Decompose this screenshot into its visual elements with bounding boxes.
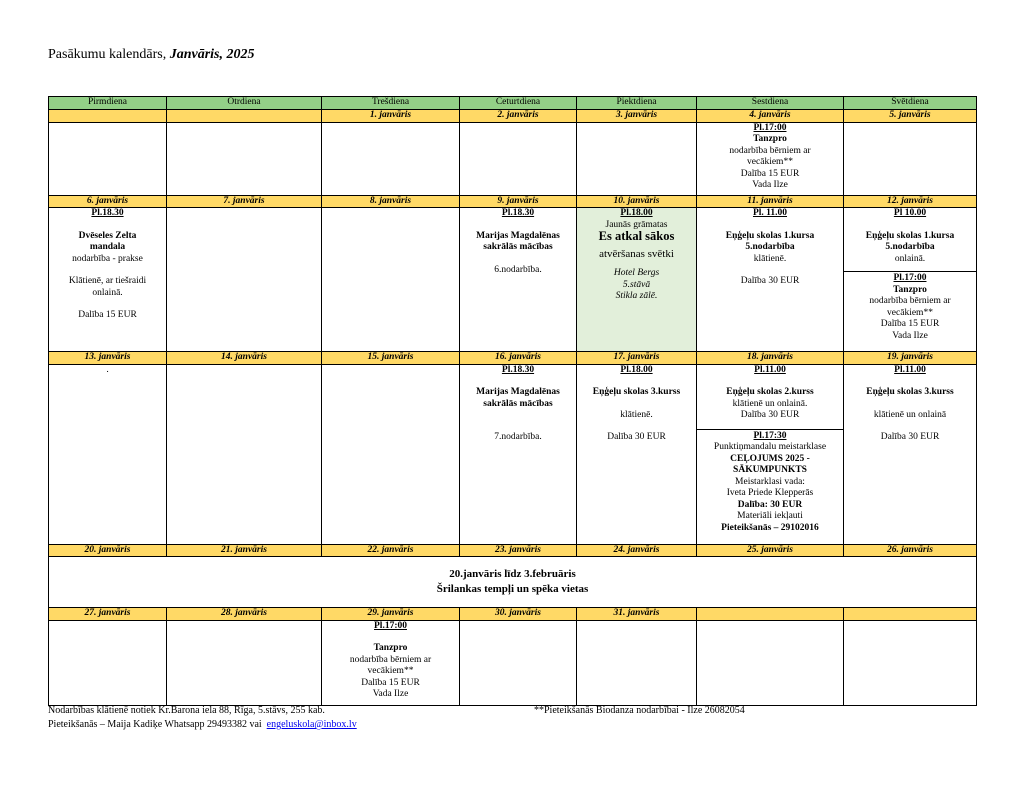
event-price: Dalība 15 EUR [740, 168, 800, 179]
day-cell-jan10 [577, 208, 697, 352]
date-cell [167, 110, 322, 123]
date-cell: 17. janvāris [577, 352, 697, 365]
footer-biodanza-note [534, 705, 745, 716]
day-cell [167, 208, 322, 352]
date-cell [49, 110, 167, 123]
date-cell: 11. janvāris [697, 195, 844, 208]
day-cell-jan29 [322, 620, 460, 705]
day-cell [322, 122, 460, 195]
date-cell: 27. janvāris [49, 608, 167, 621]
date-cell: 5. janvāris [844, 110, 977, 123]
event-price: Dalība 30 EUR [880, 432, 940, 442]
day-cell [167, 122, 322, 195]
event-name: CEĻOJUMS 2025 - SĀKUMPUNKTS [730, 453, 810, 475]
event-time: Pl.18.30 [91, 208, 124, 218]
event-name: Dvēseles Zelta mandala [78, 230, 137, 252]
date-cell: 8. janvāris [322, 195, 460, 208]
day-cell-jan6 [49, 208, 167, 352]
event-time: Pl.18.30 [501, 208, 535, 218]
day-cell [167, 364, 322, 544]
date-cell: 29. janvāris [322, 608, 460, 621]
event-mode: klātienē un onlainā [873, 409, 947, 420]
event-time: Pl.17:30 [753, 430, 787, 441]
date-cell: 24. janvāris [577, 544, 697, 557]
event-intro: Jaunās grāmatas [605, 219, 668, 230]
event-name: Eņģeļu skolas 3.kurss [592, 387, 681, 397]
day-cell-jan19 [844, 364, 977, 544]
event-desc: nodarbība bērniem ar vecākiem** [869, 296, 951, 318]
multi-day-event [49, 557, 977, 608]
date-cell [697, 608, 844, 621]
event-name: Eņģeļu skolas 3.kurss [866, 387, 954, 397]
event-lead: Vada Ilze [752, 180, 788, 190]
event-lesson: 7.nodarbība. [494, 432, 542, 442]
day-cell-jan16 [460, 364, 577, 544]
date-cell: 3. janvāris [577, 110, 697, 123]
weekday-fri: Piektdiena [577, 97, 697, 110]
event-name: Tanzpro [893, 284, 927, 295]
day-cell [49, 620, 167, 705]
event-time: Pl 10.00 [893, 208, 927, 218]
book-title: Es atkal sākos [598, 229, 675, 243]
day-cell-jan17 [577, 364, 697, 544]
day-cell [844, 620, 977, 705]
date-cell: 30. janvāris [460, 608, 577, 621]
event-time: Pl.18.00 [620, 364, 653, 375]
date-cell: 31. janvāris [577, 608, 697, 621]
event-lead: Iveta Priede Klepperās [726, 488, 814, 498]
footer-line1 [48, 705, 325, 716]
event-row-week1 [49, 122, 977, 195]
event-lesson: 6.nodarbība. [494, 264, 542, 275]
event-row-week4 [49, 557, 977, 608]
event-registration: Pieteikšanās – 29102016 [721, 522, 819, 533]
event-materials: Materiāli iekļauti [737, 511, 803, 521]
date-cell: 22. janvāris [322, 544, 460, 557]
date-cell: 16. janvāris [460, 352, 577, 365]
day-cell [322, 208, 460, 352]
date-cell: 6. janvāris [49, 195, 167, 208]
weekday-wed: Trešdiena [322, 97, 460, 110]
weekday-header-row [49, 97, 977, 110]
date-cell: 7. janvāris [167, 195, 322, 208]
day-cell-jan18 [697, 364, 844, 544]
dot-mark: . [106, 364, 109, 375]
date-cell: 25. janvāris [697, 544, 844, 557]
footer-email-link[interactable]: engeluskola@inbox.lv [266, 719, 357, 730]
event-price: Dalība: 30 EUR [737, 499, 803, 510]
date-row-week4 [49, 544, 977, 557]
day-cell-jan9 [460, 208, 577, 352]
weekday-sat: Sestdiena [697, 97, 844, 110]
day-cell [460, 122, 577, 195]
date-cell: 13. janvāris [49, 352, 167, 365]
event-name: Eņģeļu skolas 1.kursa 5.nodarbība [865, 230, 955, 252]
weekday-tue: Otrdiena [167, 97, 322, 110]
title-prefix: Pasākumu kalendārs, [48, 47, 170, 62]
page-title [48, 47, 255, 63]
second-event [697, 429, 843, 535]
event-mode: onlainā. [894, 253, 926, 264]
date-cell: 2. janvāris [460, 110, 577, 123]
event-time: Pl.17:00 [753, 122, 787, 133]
event-time: Pl.18.30 [501, 364, 535, 375]
date-cell: 28. janvāris [167, 608, 322, 621]
day-cell [460, 620, 577, 705]
event-desc: Punktiņmandalu meistarklase [713, 442, 827, 452]
date-cell: 15. janvāris [322, 352, 460, 365]
event-time: Pl.18.00 [620, 208, 653, 218]
date-cell: 26. janvāris [844, 544, 977, 557]
event-mode: klātienē. [620, 409, 653, 420]
date-cell: 9. janvāris [460, 195, 577, 208]
event-place-hall: Stikla zālē. [615, 291, 658, 301]
date-cell: 14. janvāris [167, 352, 322, 365]
title-month: Janvāris, 2025 [169, 47, 255, 62]
date-cell: 20. janvāris [49, 544, 167, 557]
day-cell [322, 364, 460, 544]
event-name: Marijas Magdalēnas sakrālās mācības [476, 230, 560, 252]
footer-line2 [48, 719, 357, 730]
event-name: atvēršanas svētki [599, 247, 674, 260]
weekday-thu: Ceturtdiena [460, 97, 577, 110]
event-mode: klātienē. [753, 253, 787, 264]
event-name: Šrilankas tempļi un spēka vietas [436, 583, 589, 595]
day-cell [577, 122, 697, 195]
footer-biodanza: **Pieteikšanās Biodanza nodarbībai - Ilze 26082054 [534, 705, 745, 716]
event-place: Hotel Bergs [613, 268, 660, 278]
event-mode: Klātienē, ar tiešraidi onlainā. [68, 276, 147, 298]
event-dates: 20.janvāris līdz 3.februāris [449, 568, 576, 580]
date-row-week2 [49, 195, 977, 208]
event-desc: nodarbība - prakse [72, 253, 143, 264]
event-desc: nodarbība bērniem ar vecākiem** [729, 145, 811, 167]
weekday-sun: Svētdiena [844, 97, 977, 110]
event-lead-label: Meistarklasi vada: [735, 476, 805, 487]
date-cell: 12. janvāris [844, 195, 977, 208]
second-event [844, 271, 976, 342]
date-cell: 18. janvāris [697, 352, 844, 365]
event-name: Eņģeļu skolas 2.kurss [726, 387, 814, 397]
date-cell: 23. janvāris [460, 544, 577, 557]
footer-address: Nodarbības klātienē notiek Kr.Barona iela 88, Rīga, 5.stāvs, 255 kab. [48, 705, 325, 716]
footer-registration: Pieteikšanās – Maija Kadiķe Whatsapp 29493382 vai [48, 719, 262, 730]
event-lead: Vada Ilze [372, 689, 409, 699]
day-cell-jan4 [697, 122, 844, 195]
calendar-table [48, 96, 977, 706]
day-cell [167, 620, 322, 705]
event-time: Pl.11.00 [754, 364, 786, 375]
day-cell [577, 620, 697, 705]
date-cell: 4. janvāris [697, 110, 844, 123]
date-cell: 21. janvāris [167, 544, 322, 557]
event-price: Dalība 30 EUR [740, 410, 800, 420]
event-lead: Vada Ilze [892, 330, 928, 341]
weekday-mon: Pirmdiena [49, 97, 167, 110]
event-row-week2 [49, 208, 977, 352]
day-cell-jan13 [49, 364, 167, 544]
date-cell [844, 608, 977, 621]
date-row-week1 [49, 110, 977, 123]
day-cell-jan11 [697, 208, 844, 352]
event-name: Tanzpro [373, 643, 408, 653]
event-price: Dalība 30 EUR [607, 432, 666, 442]
event-place-floor: 5.stāvā [622, 279, 651, 290]
event-time: Pl.11.00 [894, 364, 926, 375]
event-mode: klātienē un onlainā. [732, 398, 808, 409]
event-desc: nodarbība bērniem ar vecākiem** [349, 654, 432, 676]
event-price: Dalība 15 EUR [361, 677, 420, 688]
date-row-week3 [49, 352, 977, 365]
event-time: Pl.17:00 [374, 620, 407, 631]
event-time: Pl. 11.00 [752, 208, 788, 218]
event-price: Dalība 30 EUR [740, 276, 800, 286]
event-price: Dalība 15 EUR [78, 310, 137, 320]
event-name: Eņģeļu skolas 1.kursa 5.nodarbība [725, 230, 815, 252]
day-cell [697, 620, 844, 705]
event-row-week3 [49, 364, 977, 544]
event-name: Marijas Magdalēnas sakrālās mācības [476, 387, 560, 409]
date-cell: 19. janvāris [844, 352, 977, 365]
day-cell-jan12 [844, 208, 977, 352]
date-cell: 10. janvāris [577, 195, 697, 208]
day-cell [844, 122, 977, 195]
date-cell: 1. janvāris [322, 110, 460, 123]
event-price: Dalība 15 EUR [880, 319, 940, 329]
date-row-week5 [49, 608, 977, 621]
day-cell [49, 122, 167, 195]
event-row-week5 [49, 620, 977, 705]
event-time: Pl.17:00 [893, 273, 927, 283]
event-name: Tanzpro [753, 134, 787, 144]
